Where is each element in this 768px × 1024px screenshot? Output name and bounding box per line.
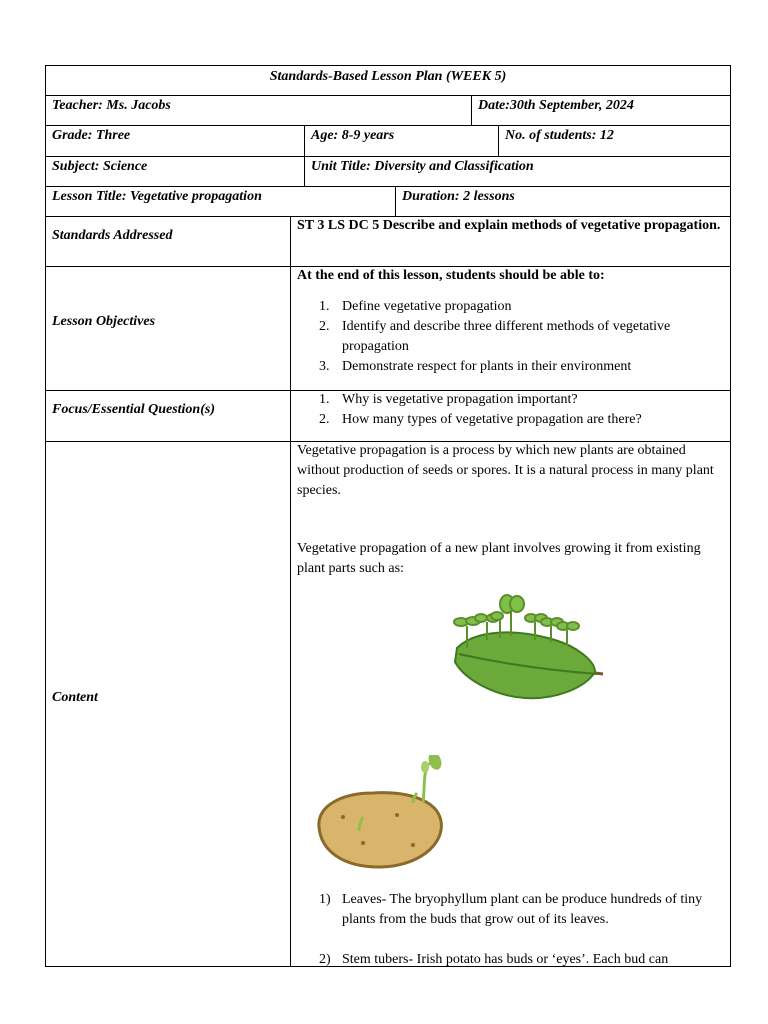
objectives-label: Lesson Objectives — [52, 314, 156, 329]
content-label: Content — [52, 690, 98, 705]
list-item — [297, 317, 724, 357]
unit-title-field: Unit Title: Diversity and Classification — [311, 159, 534, 174]
list-item — [297, 890, 724, 930]
list-item — [297, 357, 724, 377]
objectives-cell — [290, 266, 731, 377]
list-text: Identify and describe three different methods of vegetative propagation — [342, 319, 671, 354]
focus-list — [297, 390, 724, 430]
list-text: Demonstrate respect for plants in their environment — [342, 359, 632, 374]
list-item — [297, 410, 724, 430]
objectives-intro: At the end of this lesson, students should be able to: — [297, 268, 605, 283]
list-number: 2. — [319, 319, 330, 334]
list-text: Leaves- The bryophyllum plant can be produce hundreds of tiny plants from the buds that grow out of its leaves. — [342, 892, 703, 927]
potato-tuber-image — [313, 755, 453, 875]
content-methods-list — [297, 890, 724, 970]
content-paragraph-1: Vegetative propagation is a process by which new plants are obtained without production of seeds or spores. It is a natural process in many plant species. — [297, 443, 714, 498]
list-number: 1. — [319, 299, 330, 314]
list-item — [297, 390, 724, 410]
lesson-plan-table — [45, 65, 731, 967]
list-number: 1) — [319, 892, 331, 907]
list-number: 1. — [319, 392, 330, 407]
age-field: Age: 8-9 years — [311, 128, 395, 143]
subject-field: Subject: Science — [52, 159, 148, 174]
list-text: Why is vegetative propagation important? — [342, 392, 578, 407]
list-text: How many types of vegetative propagation are there? — [342, 412, 642, 427]
list-item — [297, 297, 724, 317]
grade-field: Grade: Three — [52, 128, 131, 143]
content-cell — [290, 441, 731, 579]
list-number: 3. — [319, 359, 330, 374]
standards-text: ST 3 LS DC 5 Describe and explain methods of vegetative propagation. — [297, 218, 721, 233]
students-field: No. of students: 12 — [505, 128, 614, 143]
page-title: Standards-Based Lesson Plan (WEEK 5) — [269, 69, 507, 84]
bryophyllum-leaf-image — [445, 590, 605, 705]
date-field: Date:30th September, 2024 — [478, 98, 634, 113]
list-item — [297, 950, 724, 970]
content-list-cell — [290, 890, 731, 970]
focus-cell — [290, 390, 731, 430]
focus-label: Focus/Essential Question(s) — [52, 402, 215, 417]
list-text: Stem tubers- Irish potato has buds or ‘eyes’. Each bud can — [342, 952, 669, 967]
list-number: 2) — [319, 952, 331, 967]
list-number: 2. — [319, 412, 330, 427]
objectives-list — [297, 297, 724, 377]
lesson-title-field: Lesson Title: Vegetative propagation — [52, 189, 262, 204]
content-paragraph-2: Vegetative propagation of a new plant involves growing it from existing plant parts such as: — [297, 541, 701, 576]
teacher-field: Teacher: Ms. Jacobs — [52, 98, 171, 113]
list-text: Define vegetative propagation — [342, 299, 512, 314]
standards-label: Standards Addressed — [52, 228, 173, 243]
duration-field: Duration: 2 lessons — [402, 189, 515, 204]
